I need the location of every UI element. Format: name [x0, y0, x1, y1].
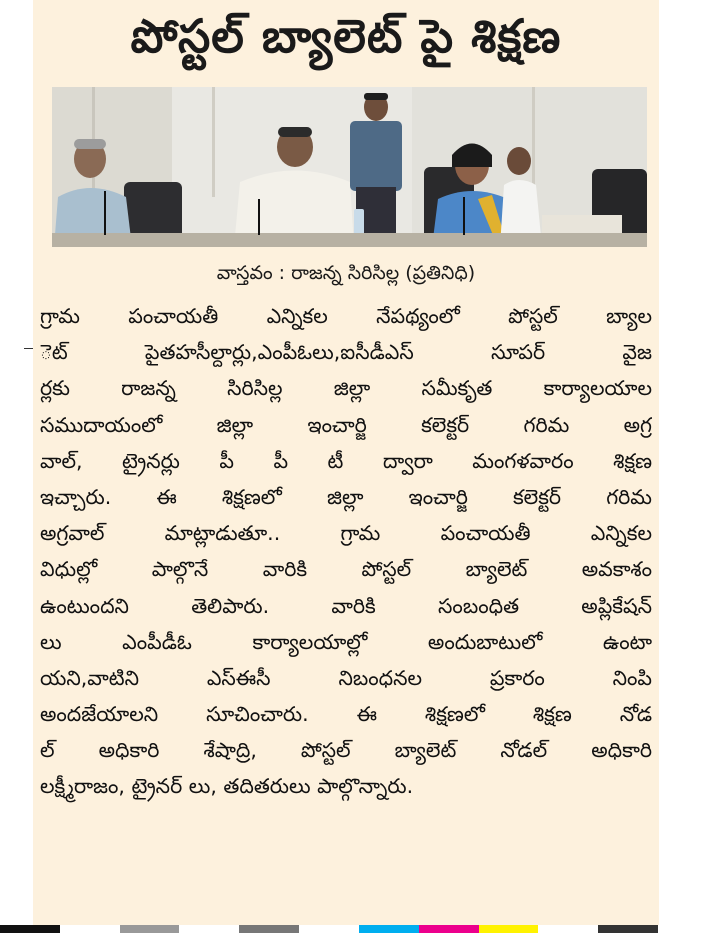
body-line: అందజేయాలని సూచించారు. ఈ శిక్షణలో శిక్షణ నోడ: [40, 702, 652, 727]
body-line: వాల్, ట్రైనర్లు పీ పీ టీ ద్వారా మంగళవారం శిక్షణ: [40, 448, 652, 473]
dateline: వాస్తవం : రాజన్న సిరిసిల్ల (ప్రతినిధి): [216, 262, 476, 284]
cut-mark: [24, 348, 33, 349]
body-line: ఇచ్చారు. ఈ శిక్షణలో జిల్లా ఇంచార్జి కలెక్టర్ గరిమ: [40, 484, 652, 509]
body-line: గ్రామ పంచాయతీ ఎన్నికల నేపథ్యంలో పోస్టల్ బ్యాల: [40, 304, 652, 328]
body-line: లు ఎంపీడీఓ కార్యాలయాల్లో అందుబాటులో ఉంటా: [40, 629, 652, 654]
headline: పోస్టల్ బ్యాలెట్ పై శిక్షణ: [130, 9, 562, 63]
article-body: [40, 298, 652, 805]
body-line: ెట్ పైతహసీల్దార్లు,ఎంపీఓలు,ఐసీడీఎస్ సూపర్ వైజ: [40, 340, 652, 365]
body-line: ర్లకు రాజన్న సిరిసిల్ల జిల్లా సమీకృత కార్యాలయాల: [40, 376, 652, 401]
body-line: విధుల్లో పాల్గొనే వారికి పోస్టల్ బ్యాలెట్ అవకాశం: [40, 557, 652, 582]
body-line: ల్ అధికారి శేషాద్రి, పోస్టల్ బ్యాలెట్ నోడల్ అధికారి: [40, 738, 652, 763]
news-photo: [52, 87, 647, 247]
body-line: ఉంటుందని తెలిపారు. వారికి సంబంధిత అప్లికేషన్: [40, 593, 652, 618]
body-line: సముదాయంలో జిల్లా ఇంచార్జి కలెక్టర్ గరిమ అగ్ర: [40, 412, 652, 437]
news-clipping: [33, 0, 659, 933]
body-line: యని,వాటిని ఎస్ఈసీ నిబంధనల ప్రకారం నింపి: [40, 665, 652, 690]
body-line: లక్ష్మీరాజం, ట్రైనర్ లు, తదితరులు పాల్గొన్నారు.: [40, 774, 414, 799]
body-line: అగ్రవాల్ మాట్లాడుతూ.. గ్రామ పంచాయతీ ఎన్నికల: [40, 521, 652, 546]
print-color-bar: [0, 925, 718, 933]
